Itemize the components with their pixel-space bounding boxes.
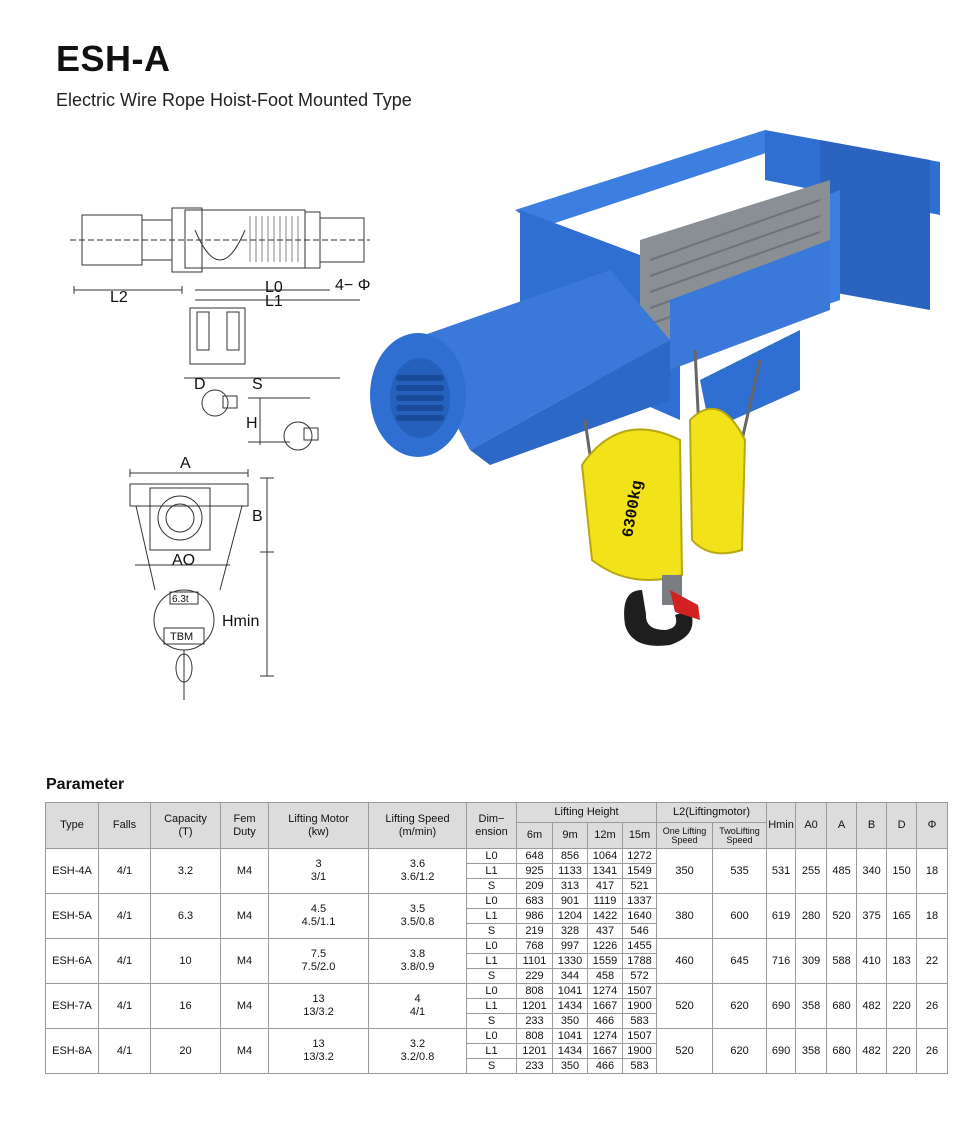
cell-height-value: 233 [517,1059,553,1074]
cell-d: 183 [887,939,917,984]
table-row [46,894,948,909]
cell-dimension-label: L1 [467,909,517,924]
cell-l2-one-speed: 350 [657,849,713,894]
header-height-6m: 6m [517,823,553,849]
cell-height-value: 1330 [553,954,588,969]
dimension-drawings [60,190,380,710]
cell-height-value: 458 [588,969,623,984]
cell-height-value: 1201 [517,999,553,1014]
cell-type: ESH-5A [46,894,99,939]
cell-dimension-label: S [467,924,517,939]
cell-dimension-label: S [467,879,517,894]
cell-height-value: 1101 [517,954,553,969]
cell-height-value: 1204 [553,909,588,924]
header-phi: Φ [917,803,948,849]
cell-height-value: 1272 [623,849,657,864]
header-height-12m: 12m [588,823,623,849]
header-dimension: Dim− ension [467,803,517,849]
cell-dimension-label: L1 [467,864,517,879]
label-b: B [252,508,263,525]
cell-a0: 309 [796,939,827,984]
cell-a0: 255 [796,849,827,894]
header-b: B [857,803,887,849]
header-lifting-motor: Lifting Motor (kw) [269,803,369,849]
cell-capacity: 6.3 [151,894,221,939]
cell-height-value: 1559 [588,954,623,969]
cell-l2-one-speed: 520 [657,984,713,1029]
cell-d: 150 [887,849,917,894]
cell-l2-one-speed: 460 [657,939,713,984]
label-ao: AO [172,552,196,569]
cell-lifting-motor: 4.5 4.5/1.1 [269,894,369,939]
cell-dimension-label: L1 [467,954,517,969]
cell-height-value: 1900 [623,1044,657,1059]
cell-height-value: 1434 [553,1044,588,1059]
cell-type: ESH-4A [46,849,99,894]
cell-height-value: 209 [517,879,553,894]
cell-height-value: 1041 [553,984,588,999]
cell-height-value: 1274 [588,1029,623,1044]
cell-height-value: 1041 [553,1029,588,1044]
cell-lifting-motor: 13 13/3.2 [269,984,369,1029]
cell-height-value: 229 [517,969,553,984]
cell-dimension-label: L1 [467,1044,517,1059]
cell-height-value: 1788 [623,954,657,969]
header-height-15m: 15m [623,823,657,849]
header-a: A [827,803,857,849]
cell-hmin: 690 [767,1029,796,1074]
cell-dimension-label: L0 [467,984,517,999]
cell-dimension-label: S [467,969,517,984]
cell-hmin: 716 [767,939,796,984]
cell-phi: 26 [917,1029,948,1074]
header-a0: A0 [796,803,827,849]
cell-fem-duty: M4 [221,894,269,939]
header-fem-duty: Fem Duty [221,803,269,849]
cell-height-value: 572 [623,969,657,984]
cell-height-value: 1549 [623,864,657,879]
cell-capacity: 3.2 [151,849,221,894]
cell-height-value: 583 [623,1014,657,1029]
cell-height-value: 1337 [623,894,657,909]
cell-phi: 26 [917,984,948,1029]
label-l1: L1 [265,293,283,310]
cell-lifting-motor: 7.5 7.5/2.0 [269,939,369,984]
cell-d: 220 [887,984,917,1029]
cell-lifting-speed: 4 4/1 [369,984,467,1029]
cell-l2-two-speed: 620 [713,1029,767,1074]
cell-height-value: 328 [553,924,588,939]
label-hmin: Hmin [222,613,260,630]
header-capacity: Capacity (T) [151,803,221,849]
header-lifting-height: Lifting Height [517,803,657,823]
cell-l2-one-speed: 520 [657,1029,713,1074]
cell-height-value: 1226 [588,939,623,954]
cell-dimension-label: S [467,1014,517,1029]
cell-a0: 280 [796,894,827,939]
label-d: D [194,376,206,393]
cell-lifting-motor: 3 3/1 [269,849,369,894]
cell-height-value: 466 [588,1014,623,1029]
cell-a0: 358 [796,1029,827,1074]
header-l2: L2(Liftingmotor) [657,803,767,823]
cell-b: 410 [857,939,887,984]
cell-height-value: 1507 [623,984,657,999]
cell-height-value: 350 [553,1014,588,1029]
cell-height-value: 1667 [588,1044,623,1059]
top-view-drawing [70,208,370,300]
cell-height-value: 1640 [623,909,657,924]
cell-height-value: 437 [588,924,623,939]
cell-capacity: 20 [151,1029,221,1074]
cell-lifting-motor: 13 13/3.2 [269,1029,369,1074]
cell-b: 482 [857,1029,887,1074]
cell-falls: 4/1 [99,939,151,984]
cell-height-value: 986 [517,909,553,924]
cell-height-value: 1422 [588,909,623,924]
header-type: Type [46,803,99,849]
cell-height-value: 1274 [588,984,623,999]
cell-height-value: 313 [553,879,588,894]
cell-l2-two-speed: 645 [713,939,767,984]
parameter-heading: Parameter [46,776,125,793]
label-l2: L2 [110,289,128,306]
cell-dimension-label: L0 [467,1029,517,1044]
cell-a0: 358 [796,984,827,1029]
label-hook-capacity: 6.3t [172,594,189,605]
table-row [46,849,948,864]
cell-lifting-speed: 3.2 3.2/0.8 [369,1029,467,1074]
cell-height-value: 901 [553,894,588,909]
cell-height-value: 648 [517,849,553,864]
cell-height-value: 1507 [623,1029,657,1044]
header-height-9m: 9m [553,823,588,849]
cell-falls: 4/1 [99,1029,151,1074]
cell-a: 520 [827,894,857,939]
cell-l2-two-speed: 620 [713,984,767,1029]
cell-a: 680 [827,1029,857,1074]
label-h: H [246,415,258,432]
cell-capacity: 16 [151,984,221,1029]
cell-height-value: 1455 [623,939,657,954]
cell-height-value: 521 [623,879,657,894]
cell-dimension-label: L0 [467,849,517,864]
cell-hmin: 619 [767,894,796,939]
cell-dimension-label: L0 [467,939,517,954]
cell-height-value: 546 [623,924,657,939]
cell-fem-duty: M4 [221,939,269,984]
table-row [46,939,948,954]
cell-l2-two-speed: 600 [713,894,767,939]
cell-l2-one-speed: 380 [657,894,713,939]
cell-height-value: 350 [553,1059,588,1074]
header-hmin: Hmin [767,803,796,849]
cell-fem-duty: M4 [221,849,269,894]
cell-phi: 18 [917,849,948,894]
cell-phi: 18 [917,894,948,939]
cell-height-value: 1119 [588,894,623,909]
cell-height-value: 466 [588,1059,623,1074]
cell-height-value: 1064 [588,849,623,864]
cell-dimension-label: S [467,1059,517,1074]
table-row [46,1029,948,1044]
cell-height-value: 1201 [517,1044,553,1059]
cell-lifting-speed: 3.5 3.5/0.8 [369,894,467,939]
cell-fem-duty: M4 [221,984,269,1029]
header-two-lifting-speed: TwoLifting Speed [713,823,767,849]
cell-height-value: 768 [517,939,553,954]
cell-height-value: 997 [553,939,588,954]
cell-dimension-label: L1 [467,999,517,1014]
label-l0: L0 [265,279,283,296]
cell-a: 680 [827,984,857,1029]
cell-lifting-speed: 3.8 3.8/0.9 [369,939,467,984]
cell-l2-two-speed: 535 [713,849,767,894]
cell-d: 165 [887,894,917,939]
table-row [46,984,948,999]
cell-b: 340 [857,849,887,894]
cell-height-value: 1341 [588,864,623,879]
cell-height-value: 683 [517,894,553,909]
cell-lifting-speed: 3.6 3.6/1.2 [369,849,467,894]
cell-hmin: 690 [767,984,796,1029]
header-lifting-speed: Lifting Speed (m/min) [369,803,467,849]
hoist-product-image [370,120,950,680]
cell-d: 220 [887,1029,917,1074]
cell-fem-duty: M4 [221,1029,269,1074]
load-rating-label: 6300kg [619,479,647,539]
cell-b: 482 [857,984,887,1029]
page-subtitle: Electric Wire Rope Hoist-Foot Mounted Type [56,90,412,110]
parameter-table [45,802,948,1074]
cell-height-value: 1434 [553,999,588,1014]
cell-falls: 4/1 [99,984,151,1029]
label-s: S [252,376,263,393]
cell-a: 485 [827,849,857,894]
cell-height-value: 925 [517,864,553,879]
cell-height-value: 1667 [588,999,623,1014]
cell-phi: 22 [917,939,948,984]
cell-type: ESH-6A [46,939,99,984]
cell-dimension-label: L0 [467,894,517,909]
cell-b: 375 [857,894,887,939]
header-one-lifting-speed: One Lifting Speed [657,823,713,849]
header-falls: Falls [99,803,151,849]
cell-height-value: 583 [623,1059,657,1074]
cell-height-value: 417 [588,879,623,894]
cell-height-value: 219 [517,924,553,939]
cell-height-value: 808 [517,1029,553,1044]
cell-height-value: 1133 [553,864,588,879]
cell-falls: 4/1 [99,849,151,894]
cell-height-value: 808 [517,984,553,999]
page-title: ESH-A [56,38,171,79]
cell-type: ESH-8A [46,1029,99,1074]
cell-height-value: 233 [517,1014,553,1029]
cell-type: ESH-7A [46,984,99,1029]
label-hook-brand: TBM [170,631,194,643]
cell-height-value: 856 [553,849,588,864]
cell-a: 588 [827,939,857,984]
cell-capacity: 10 [151,939,221,984]
label-phi: 4− Φ [335,277,371,294]
header-d: D [887,803,917,849]
front-view-drawing [130,469,274,700]
cell-height-value: 344 [553,969,588,984]
cell-hmin: 531 [767,849,796,894]
cell-falls: 4/1 [99,894,151,939]
label-a: A [180,455,191,472]
cell-height-value: 1900 [623,999,657,1014]
